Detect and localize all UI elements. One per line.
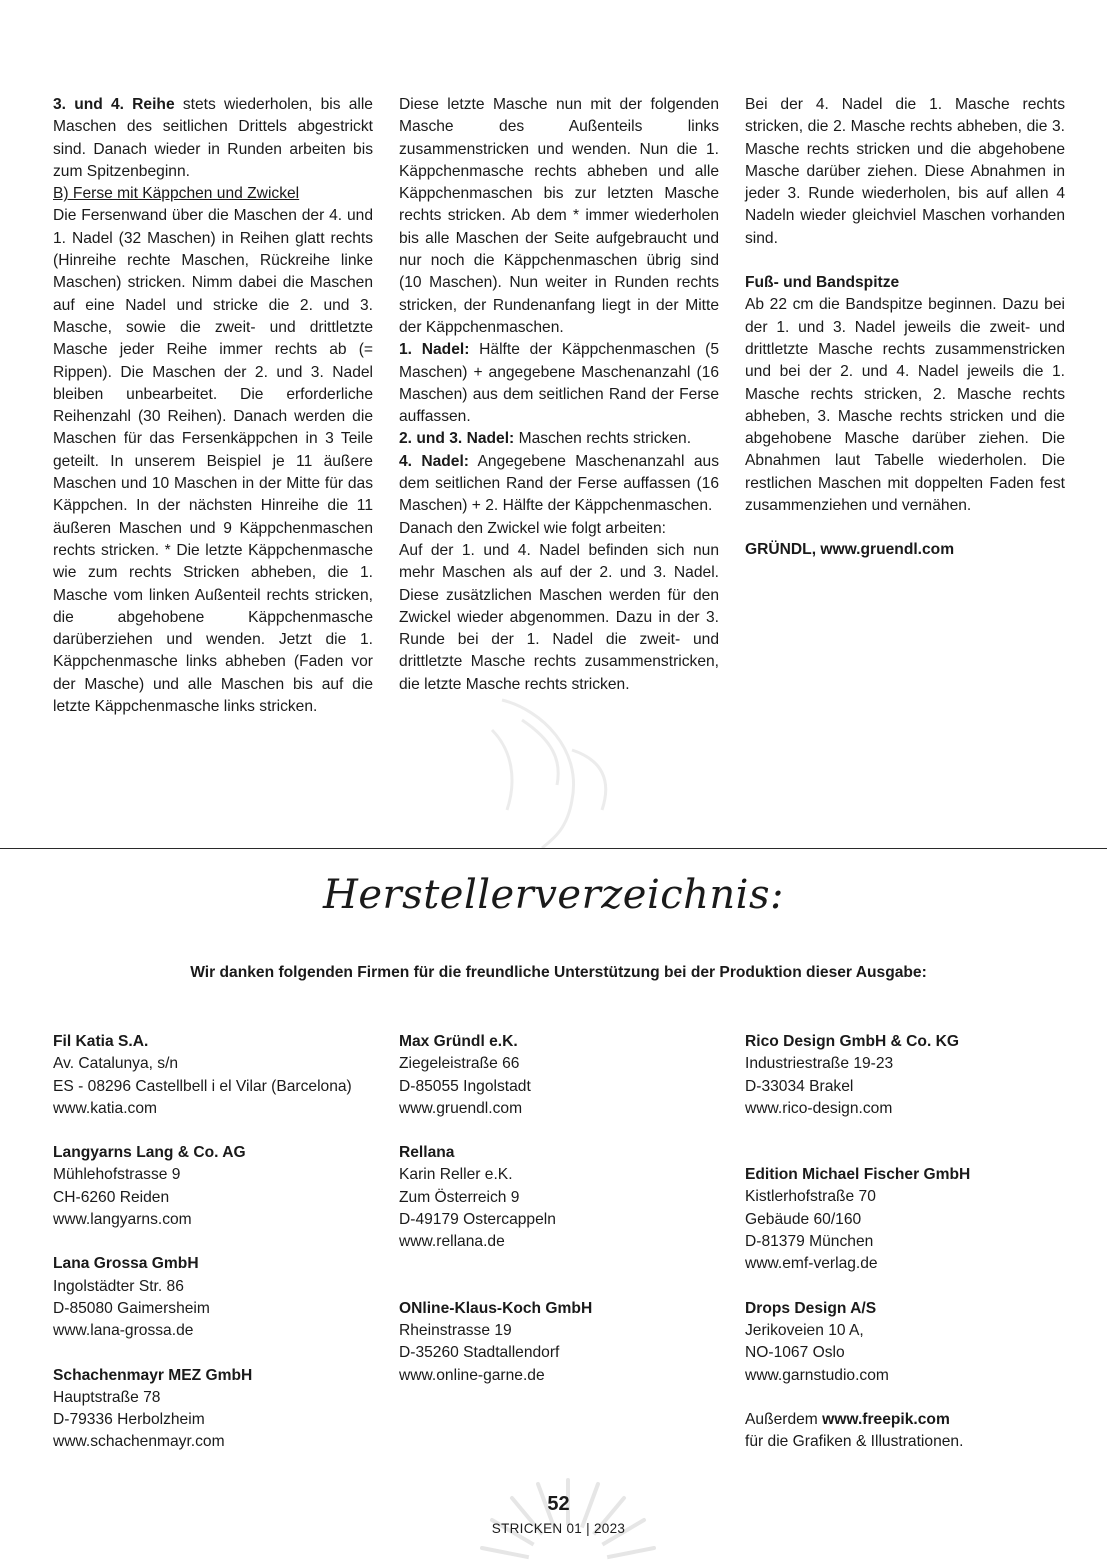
directory-entry: [745, 1164, 1065, 1275]
thanks-line: Wir danken folgenden Firmen für die freundliche Unterstützung bei der Produktion dieser Ausgabe:: [190, 964, 927, 981]
credit-text: GRÜNDL, www.gruendl.com: [745, 541, 955, 559]
section-heading: [745, 272, 1065, 294]
company-name: ONline-Klaus-Koch GmbH: [399, 1299, 593, 1317]
paragraph: Danach den Zwickel wie folgt arbeiten:: [399, 519, 666, 537]
paragraph: Diese letzte Masche nun mit der folgenden Masche des Außenteils links zusammenstricken und wenden. Nun die 1. Käppchenmasche rechts abheben und alle Käppchenmaschen bis zur letzten Masche rechts stricken. Ab dem * immer wiederholen bis alle Maschen der Seite aufgebraucht und nur noch die Käppchenmaschen übrig sind (10 Maschen). Nun weiter in Runden rechts stricken, der Rundenanfang liegt in der Mitte der Käppchenmaschen.: [399, 96, 719, 336]
directory-entry: [399, 1031, 719, 1120]
bold-lead: 3. und 4. Reihe: [53, 96, 175, 113]
company-name: Lana Grossa GmbH: [53, 1255, 199, 1273]
website-link[interactable]: www.online-garne.de: [399, 1366, 545, 1384]
website-link[interactable]: www.katia.com: [53, 1099, 157, 1117]
address-line: D-79336 Herbolzheim: [53, 1411, 205, 1429]
company-name: Edition Michael Fischer GmbH: [745, 1166, 971, 1184]
address-line: Zum Österreich 9: [399, 1188, 520, 1206]
address-line: Jerikoveien 10 A,: [745, 1321, 864, 1339]
address-line: D-81379 München: [745, 1233, 874, 1251]
address-line: Hauptstraße 78: [53, 1388, 161, 1406]
company-name: Max Gründl e.K.: [399, 1033, 518, 1050]
company-name: Drops Design A/S: [745, 1299, 877, 1317]
directory-column-3: [745, 1031, 1065, 1475]
text: Hälfte der Käppchenmaschen (5 Maschen) + angegebene Maschenanzahl (16 Maschen) aus dem seitlichen Rand der Ferse auffassen.: [399, 341, 719, 426]
website-link[interactable]: www.lana-grossa.de: [53, 1322, 194, 1340]
address-line: Industriestraße 19-23: [745, 1055, 894, 1073]
address-line: NO-1067 Oslo: [745, 1344, 845, 1362]
directory-entry: [53, 1253, 373, 1342]
website-link[interactable]: www.emf-verlag.de: [745, 1255, 878, 1273]
section-divider: [0, 848, 1107, 849]
freepik-link[interactable]: www.freepik.com: [822, 1410, 950, 1428]
address-line: Rheinstrasse 19: [399, 1321, 512, 1339]
directory-entry: [745, 1031, 1065, 1120]
website-link[interactable]: www.rellana.de: [399, 1233, 505, 1251]
credit-line-1: [745, 1409, 1065, 1431]
illustration-credit: [745, 1409, 1065, 1454]
address-line: Mühlehofstrasse 9: [53, 1166, 181, 1184]
directory-entry: [399, 1298, 719, 1387]
paragraph: Auf der 1. und 4. Nadel befinden sich nun mehr Maschen als auf der 2. und 3. Nadel. Diese zusätzlichen Maschen werden für den Zwickel wieder abgenommen. Dazu in der 3. Runde bei der 1. Nadel die zweit- und drittletzte Masche rechts zusammenstricken, die letzte Masche rechts stricken.: [399, 541, 719, 693]
directory-column-2: [399, 1031, 719, 1409]
text: Maschen rechts stricken.: [514, 430, 692, 448]
issue-label: STRICKEN 01 | 2023: [491, 1521, 626, 1536]
paragraph: Die Fersenwand über die Maschen der 4. und 1. Nadel (32 Maschen) in Reihen glatt rechts (Hinreihe rechte Maschen, Rückreihe linke Maschen) stricken. Nimm dabei die Maschen auf eine Nadel und stricke die 2. und 3. Masche, sowie die zweit- und drittletzte Masche jeder Reihe immer rechts ab (= Rippen). Die Maschen der 2. und 3. Nadel bleiben unbearbeitet. Die erforderliche Reihenzahl (30 Reihen). Danach werden die Maschen für das Fersenkäppchen in 3 Teile geteilt. In unserem Beispiel je 11 äußere Maschen und 10 Maschen in der Mitte für das Käppchen. In der nächsten Hinreihe die 11 äußeren Maschen und 9 Käppchenmaschen rechts stricken. * Die letzte Käppchenmasche wie zum rechts Stricken abheben, die 1. Masche vom linken Außenteil rechts stricken, die abgehobene Käppchenmasche darüberziehen und wenden. Jetzt die 1. Käppchenmasche links abheben (Faden vor der Masche) und alle Maschen bis auf die letzte Käppchenmasche links stricken.: [53, 207, 373, 716]
credit-prefix: Außerdem: [745, 1410, 823, 1428]
directory-title: Herstellerverzeichnis:: [323, 872, 784, 918]
page-number: 52: [547, 1493, 570, 1515]
needle-4-instruction: [399, 451, 719, 518]
website-link[interactable]: www.garnstudio.com: [745, 1366, 889, 1384]
credit-line: [745, 539, 1065, 561]
directory-entry: [53, 1142, 373, 1231]
address-line: D-85080 Gaimersheim: [53, 1299, 210, 1317]
company-name: Schachenmayr MEZ GmbH: [53, 1366, 253, 1384]
sunburst-ornament: [478, 1470, 658, 1565]
article-column-1: [53, 94, 373, 718]
bold-lead: 2. und 3. Nadel:: [399, 430, 515, 448]
paragraph: [53, 94, 373, 183]
address-line: D-35260 Stadtallendorf: [399, 1344, 560, 1362]
address-line: Gebäude 60/160: [745, 1210, 862, 1228]
paragraph: Ab 22 cm die Bandspitze beginnen. Dazu bei der 1. und 3. Nadel jeweils die zweit- und drittletzte Masche rechts zusammenstricken und bei der 2. und 4. Nadel jeweils die 1. Masche rechts stricken, 2. Masche rechts abheben, 3. Masche rechts stricken und die abgehobene Masche darüber ziehen. Die Abnahmen laut Tabelle wiederholen. Die restlichen Maschen mit doppelten Faden fest zusammenziehen und vernähen.: [745, 296, 1065, 515]
text: stets wiederholen, bis alle Maschen des seitlichen Drittels abgestrickt sind. Danach wieder in Runden arbeiten bis zum Spitzenbeginn.: [53, 96, 373, 180]
text: Angegebene Maschenanzahl aus dem seitlichen Rand der Ferse auffassen (16 Maschen) + 2. Hälfte der Käppchenmaschen.: [399, 452, 719, 515]
address-line: CH-6260 Reiden: [53, 1188, 170, 1206]
article-column-3: [745, 94, 1065, 562]
paragraph: Bei der 4. Nadel die 1. Masche rechts stricken, die 2. Masche rechts abheben, die 3. Masche rechts stricken und die abgehobene Masche darüber ziehen. Diese Abnahmen in jeder 3. Runde wiederholen, bis auf allen 4 Nadeln wieder gleichviel Maschen vorhanden sind.: [745, 96, 1065, 247]
company-name: Rellana: [399, 1144, 455, 1162]
floral-watermark: [462, 690, 642, 850]
credit-line-2: für die Grafiken & Illustrationen.: [745, 1433, 964, 1451]
directory-column-1: [53, 1031, 373, 1476]
address-line: D-85055 Ingolstadt: [399, 1077, 531, 1095]
company-name: Rico Design GmbH & Co. KG: [745, 1033, 959, 1050]
website-link[interactable]: www.schachenmayr.com: [53, 1433, 225, 1451]
company-name: Langyarns Lang & Co. AG: [53, 1144, 246, 1162]
address-line: ES - 08296 Castellbell i el Vilar (Barcelona): [53, 1077, 352, 1095]
directory-entry: [53, 1365, 373, 1454]
website-link[interactable]: www.rico-design.com: [745, 1099, 893, 1117]
address-line: Av. Catalunya, s/n: [53, 1055, 179, 1073]
address-line: Kistlerhofstraße 70: [745, 1188, 876, 1206]
address-line: D-33034 Brakel: [745, 1077, 854, 1095]
address-line: Ingolstädter Str. 86: [53, 1277, 184, 1295]
needle-2-3-instruction: [399, 428, 719, 450]
heading-text: Fuß- und Bandspitze: [745, 274, 900, 292]
website-link[interactable]: www.gruendl.com: [399, 1099, 523, 1117]
website-link[interactable]: www.langyarns.com: [53, 1211, 192, 1229]
bold-lead: 4. Nadel:: [399, 452, 470, 470]
subheading: B) Ferse mit Käppchen und Zwickel: [53, 185, 300, 203]
address-line: Ziegeleistraße 66: [399, 1055, 520, 1073]
company-name: Fil Katia S.A.: [53, 1033, 149, 1050]
directory-entry: [399, 1142, 719, 1253]
article-column-2: [399, 94, 719, 696]
directory-entry: [745, 1298, 1065, 1387]
address-line: Karin Reller e.K.: [399, 1166, 513, 1184]
directory-entry: [53, 1031, 373, 1120]
bold-lead: 1. Nadel:: [399, 341, 470, 359]
address-line: D-49179 Ostercappeln: [399, 1211, 556, 1229]
needle-1-instruction: [399, 339, 719, 428]
